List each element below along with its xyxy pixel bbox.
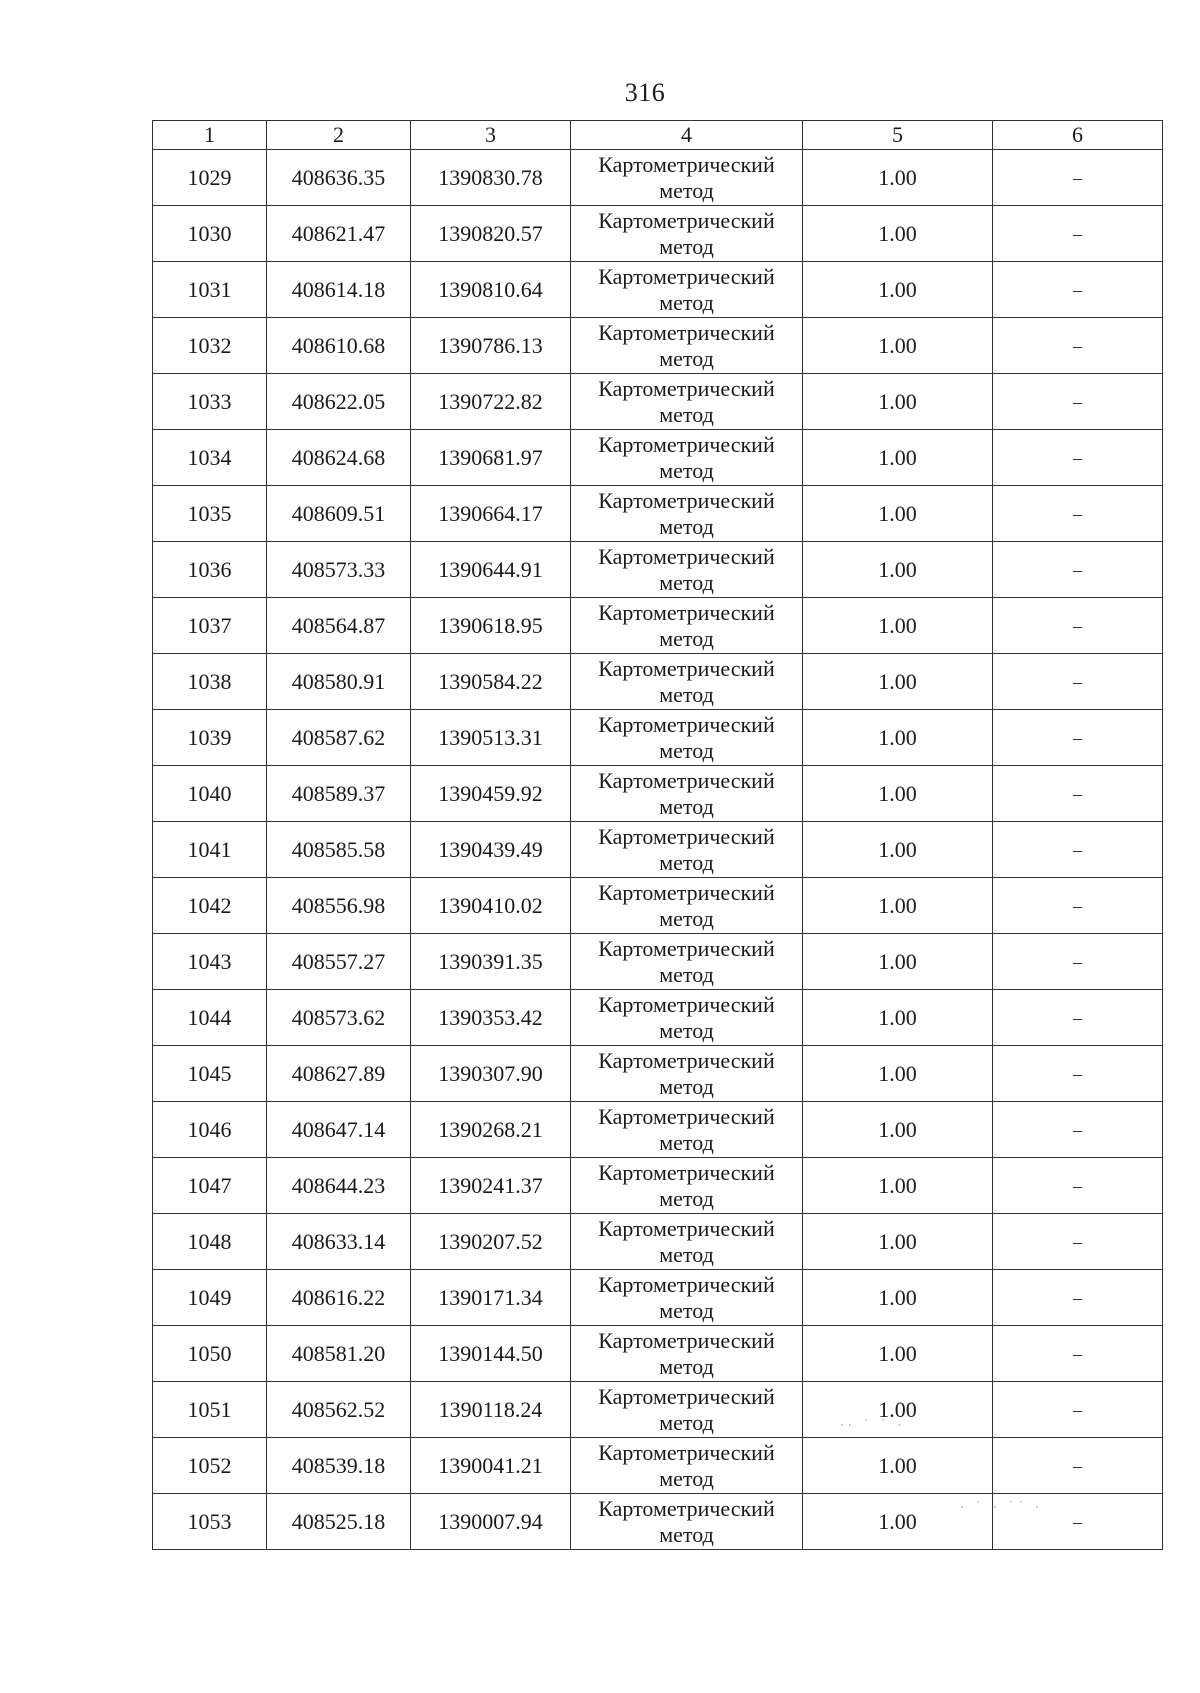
accuracy-cell: 1.00 bbox=[803, 654, 993, 710]
column-header-4: 4 bbox=[571, 121, 803, 150]
accuracy-cell: 1.00 bbox=[803, 1494, 993, 1550]
note-cell: – bbox=[993, 1438, 1163, 1494]
method-cell: Картометрический метод bbox=[571, 766, 803, 822]
point-number-cell: 1045 bbox=[153, 1046, 267, 1102]
x-coordinate-cell: 408610.68 bbox=[267, 318, 411, 374]
x-coordinate-cell: 408633.14 bbox=[267, 1214, 411, 1270]
point-number-cell: 1049 bbox=[153, 1270, 267, 1326]
point-number-cell: 1030 bbox=[153, 206, 267, 262]
point-number-cell: 1037 bbox=[153, 598, 267, 654]
y-coordinate-cell: 1390459.92 bbox=[411, 766, 571, 822]
column-header-3: 3 bbox=[411, 121, 571, 150]
note-cell: – bbox=[993, 542, 1163, 598]
point-number-cell: 1039 bbox=[153, 710, 267, 766]
y-coordinate-cell: 1390307.90 bbox=[411, 1046, 571, 1102]
accuracy-cell: 1.00 bbox=[803, 766, 993, 822]
point-number-cell: 1051 bbox=[153, 1382, 267, 1438]
method-cell: Картометрический метод bbox=[571, 934, 803, 990]
x-coordinate-cell: 408587.62 bbox=[267, 710, 411, 766]
accuracy-cell: 1.00 bbox=[803, 150, 993, 206]
accuracy-cell: 1.00 bbox=[803, 1382, 993, 1438]
y-coordinate-cell: 1390207.52 bbox=[411, 1214, 571, 1270]
table-row bbox=[153, 990, 1163, 1046]
y-coordinate-cell: 1390118.24 bbox=[411, 1382, 571, 1438]
accuracy-cell: 1.00 bbox=[803, 1158, 993, 1214]
method-cell: Картометрический метод bbox=[571, 1046, 803, 1102]
accuracy-cell: 1.00 bbox=[803, 1102, 993, 1158]
y-coordinate-cell: 1390410.02 bbox=[411, 878, 571, 934]
table-row bbox=[153, 1270, 1163, 1326]
y-coordinate-cell: 1390241.37 bbox=[411, 1158, 571, 1214]
table-row bbox=[153, 318, 1163, 374]
accuracy-cell: 1.00 bbox=[803, 598, 993, 654]
note-cell: – bbox=[993, 262, 1163, 318]
accuracy-cell: 1.00 bbox=[803, 990, 993, 1046]
y-coordinate-cell: 1390439.49 bbox=[411, 822, 571, 878]
method-cell: Картометрический метод bbox=[571, 1158, 803, 1214]
y-coordinate-cell: 1390722.82 bbox=[411, 374, 571, 430]
table-row bbox=[153, 486, 1163, 542]
point-number-cell: 1038 bbox=[153, 654, 267, 710]
column-header-1: 1 bbox=[153, 121, 267, 150]
accuracy-cell: 1.00 bbox=[803, 1214, 993, 1270]
y-coordinate-cell: 1390820.57 bbox=[411, 206, 571, 262]
note-cell: – bbox=[993, 1158, 1163, 1214]
table-row bbox=[153, 262, 1163, 318]
accuracy-cell: 1.00 bbox=[803, 1326, 993, 1382]
method-cell: Картометрический метод bbox=[571, 374, 803, 430]
accuracy-cell: 1.00 bbox=[803, 430, 993, 486]
note-cell: – bbox=[993, 1046, 1163, 1102]
y-coordinate-cell: 1390830.78 bbox=[411, 150, 571, 206]
table-row bbox=[153, 1438, 1163, 1494]
x-coordinate-cell: 408621.47 bbox=[267, 206, 411, 262]
note-cell: – bbox=[993, 1214, 1163, 1270]
method-cell: Картометрический метод bbox=[571, 206, 803, 262]
table-row bbox=[153, 766, 1163, 822]
note-cell: – bbox=[993, 1382, 1163, 1438]
point-number-cell: 1053 bbox=[153, 1494, 267, 1550]
x-coordinate-cell: 408581.20 bbox=[267, 1326, 411, 1382]
note-cell: – bbox=[993, 206, 1163, 262]
x-coordinate-cell: 408636.35 bbox=[267, 150, 411, 206]
x-coordinate-cell: 408573.62 bbox=[267, 990, 411, 1046]
method-cell: Картометрический метод bbox=[571, 598, 803, 654]
note-cell: – bbox=[993, 822, 1163, 878]
point-number-cell: 1043 bbox=[153, 934, 267, 990]
x-coordinate-cell: 408557.27 bbox=[267, 934, 411, 990]
x-coordinate-cell: 408573.33 bbox=[267, 542, 411, 598]
scan-smudge: · ˙ · ˙˙ · bbox=[960, 1500, 1043, 1516]
coordinates-table bbox=[152, 120, 1163, 1550]
method-cell: Картометрический метод bbox=[571, 878, 803, 934]
table-row bbox=[153, 1382, 1163, 1438]
method-cell: Картометрический метод bbox=[571, 1102, 803, 1158]
x-coordinate-cell: 408556.98 bbox=[267, 878, 411, 934]
point-number-cell: 1036 bbox=[153, 542, 267, 598]
accuracy-cell: 1.00 bbox=[803, 878, 993, 934]
y-coordinate-cell: 1390786.13 bbox=[411, 318, 571, 374]
accuracy-cell: 1.00 bbox=[803, 934, 993, 990]
y-coordinate-cell: 1390391.35 bbox=[411, 934, 571, 990]
x-coordinate-cell: 408609.51 bbox=[267, 486, 411, 542]
accuracy-cell: 1.00 bbox=[803, 710, 993, 766]
scan-smudge: ·· ˙ ˙ · bbox=[840, 1418, 905, 1434]
x-coordinate-cell: 408624.68 bbox=[267, 430, 411, 486]
method-cell: Картометрический метод bbox=[571, 1438, 803, 1494]
note-cell: – bbox=[993, 934, 1163, 990]
table-row bbox=[153, 1326, 1163, 1382]
y-coordinate-cell: 1390618.95 bbox=[411, 598, 571, 654]
note-cell: – bbox=[993, 430, 1163, 486]
method-cell: Картометрический метод bbox=[571, 262, 803, 318]
accuracy-cell: 1.00 bbox=[803, 1438, 993, 1494]
method-cell: Картометрический метод bbox=[571, 1214, 803, 1270]
column-header-2: 2 bbox=[267, 121, 411, 150]
note-cell: – bbox=[993, 318, 1163, 374]
table-row bbox=[153, 430, 1163, 486]
point-number-cell: 1041 bbox=[153, 822, 267, 878]
point-number-cell: 1040 bbox=[153, 766, 267, 822]
table-row bbox=[153, 822, 1163, 878]
table-row bbox=[153, 934, 1163, 990]
point-number-cell: 1050 bbox=[153, 1326, 267, 1382]
table-header bbox=[153, 121, 1163, 150]
y-coordinate-cell: 1390584.22 bbox=[411, 654, 571, 710]
note-cell: – bbox=[993, 710, 1163, 766]
page-number: 316 bbox=[624, 78, 666, 107]
accuracy-cell: 1.00 bbox=[803, 486, 993, 542]
method-cell: Картометрический метод bbox=[571, 654, 803, 710]
method-cell: Картометрический метод bbox=[571, 1382, 803, 1438]
table-row bbox=[153, 150, 1163, 206]
table-row bbox=[153, 654, 1163, 710]
method-cell: Картометрический метод bbox=[571, 430, 803, 486]
point-number-cell: 1035 bbox=[153, 486, 267, 542]
accuracy-cell: 1.00 bbox=[803, 374, 993, 430]
x-coordinate-cell: 408562.52 bbox=[267, 1382, 411, 1438]
table-row bbox=[153, 542, 1163, 598]
accuracy-cell: 1.00 bbox=[803, 206, 993, 262]
note-cell: – bbox=[993, 1326, 1163, 1382]
table-row bbox=[153, 1102, 1163, 1158]
table-row bbox=[153, 598, 1163, 654]
note-cell: – bbox=[993, 878, 1163, 934]
y-coordinate-cell: 1390007.94 bbox=[411, 1494, 571, 1550]
method-cell: Картометрический метод bbox=[571, 990, 803, 1046]
accuracy-cell: 1.00 bbox=[803, 822, 993, 878]
method-cell: Картометрический метод bbox=[571, 150, 803, 206]
note-cell: – bbox=[993, 150, 1163, 206]
table-row bbox=[153, 206, 1163, 262]
point-number-cell: 1042 bbox=[153, 878, 267, 934]
method-cell: Картометрический метод bbox=[571, 542, 803, 598]
table-row bbox=[153, 710, 1163, 766]
point-number-cell: 1048 bbox=[153, 1214, 267, 1270]
note-cell: – bbox=[993, 1270, 1163, 1326]
x-coordinate-cell: 408589.37 bbox=[267, 766, 411, 822]
method-cell: Картометрический метод bbox=[571, 1326, 803, 1382]
accuracy-cell: 1.00 bbox=[803, 262, 993, 318]
y-coordinate-cell: 1390144.50 bbox=[411, 1326, 571, 1382]
method-cell: Картометрический метод bbox=[571, 486, 803, 542]
note-cell: – bbox=[993, 1494, 1163, 1550]
note-cell: – bbox=[993, 486, 1163, 542]
header-row bbox=[153, 121, 1163, 150]
point-number-cell: 1034 bbox=[153, 430, 267, 486]
table-row bbox=[153, 1046, 1163, 1102]
column-header-5: 5 bbox=[803, 121, 993, 150]
accuracy-cell: 1.00 bbox=[803, 1270, 993, 1326]
x-coordinate-cell: 408580.91 bbox=[267, 654, 411, 710]
accuracy-cell: 1.00 bbox=[803, 1046, 993, 1102]
point-number-cell: 1052 bbox=[153, 1438, 267, 1494]
point-number-cell: 1044 bbox=[153, 990, 267, 1046]
method-cell: Картометрический метод bbox=[571, 318, 803, 374]
y-coordinate-cell: 1390513.31 bbox=[411, 710, 571, 766]
point-number-cell: 1046 bbox=[153, 1102, 267, 1158]
y-coordinate-cell: 1390664.17 bbox=[411, 486, 571, 542]
method-cell: Картометрический метод bbox=[571, 1270, 803, 1326]
y-coordinate-cell: 1390041.21 bbox=[411, 1438, 571, 1494]
y-coordinate-cell: 1390268.21 bbox=[411, 1102, 571, 1158]
point-number-cell: 1047 bbox=[153, 1158, 267, 1214]
note-cell: – bbox=[993, 374, 1163, 430]
x-coordinate-cell: 408644.23 bbox=[267, 1158, 411, 1214]
table-body bbox=[153, 150, 1163, 1550]
y-coordinate-cell: 1390171.34 bbox=[411, 1270, 571, 1326]
y-coordinate-cell: 1390353.42 bbox=[411, 990, 571, 1046]
table-row bbox=[153, 374, 1163, 430]
x-coordinate-cell: 408627.89 bbox=[267, 1046, 411, 1102]
x-coordinate-cell: 408564.87 bbox=[267, 598, 411, 654]
note-cell: – bbox=[993, 766, 1163, 822]
note-cell: – bbox=[993, 654, 1163, 710]
accuracy-cell: 1.00 bbox=[803, 318, 993, 374]
x-coordinate-cell: 408616.22 bbox=[267, 1270, 411, 1326]
point-number-cell: 1029 bbox=[153, 150, 267, 206]
y-coordinate-cell: 1390810.64 bbox=[411, 262, 571, 318]
point-number-cell: 1032 bbox=[153, 318, 267, 374]
table-row bbox=[153, 878, 1163, 934]
point-number-cell: 1033 bbox=[153, 374, 267, 430]
x-coordinate-cell: 408614.18 bbox=[267, 262, 411, 318]
accuracy-cell: 1.00 bbox=[803, 542, 993, 598]
note-cell: – bbox=[993, 1102, 1163, 1158]
x-coordinate-cell: 408539.18 bbox=[267, 1438, 411, 1494]
x-coordinate-cell: 408525.18 bbox=[267, 1494, 411, 1550]
note-cell: – bbox=[993, 598, 1163, 654]
method-cell: Картометрический метод bbox=[571, 1494, 803, 1550]
x-coordinate-cell: 408622.05 bbox=[267, 374, 411, 430]
method-cell: Картометрический метод bbox=[571, 710, 803, 766]
y-coordinate-cell: 1390681.97 bbox=[411, 430, 571, 486]
method-cell: Картометрический метод bbox=[571, 822, 803, 878]
column-header-6: 6 bbox=[993, 121, 1163, 150]
point-number-cell: 1031 bbox=[153, 262, 267, 318]
x-coordinate-cell: 408585.58 bbox=[267, 822, 411, 878]
x-coordinate-cell: 408647.14 bbox=[267, 1102, 411, 1158]
table-row bbox=[153, 1214, 1163, 1270]
note-cell: – bbox=[993, 990, 1163, 1046]
y-coordinate-cell: 1390644.91 bbox=[411, 542, 571, 598]
table-row bbox=[153, 1158, 1163, 1214]
